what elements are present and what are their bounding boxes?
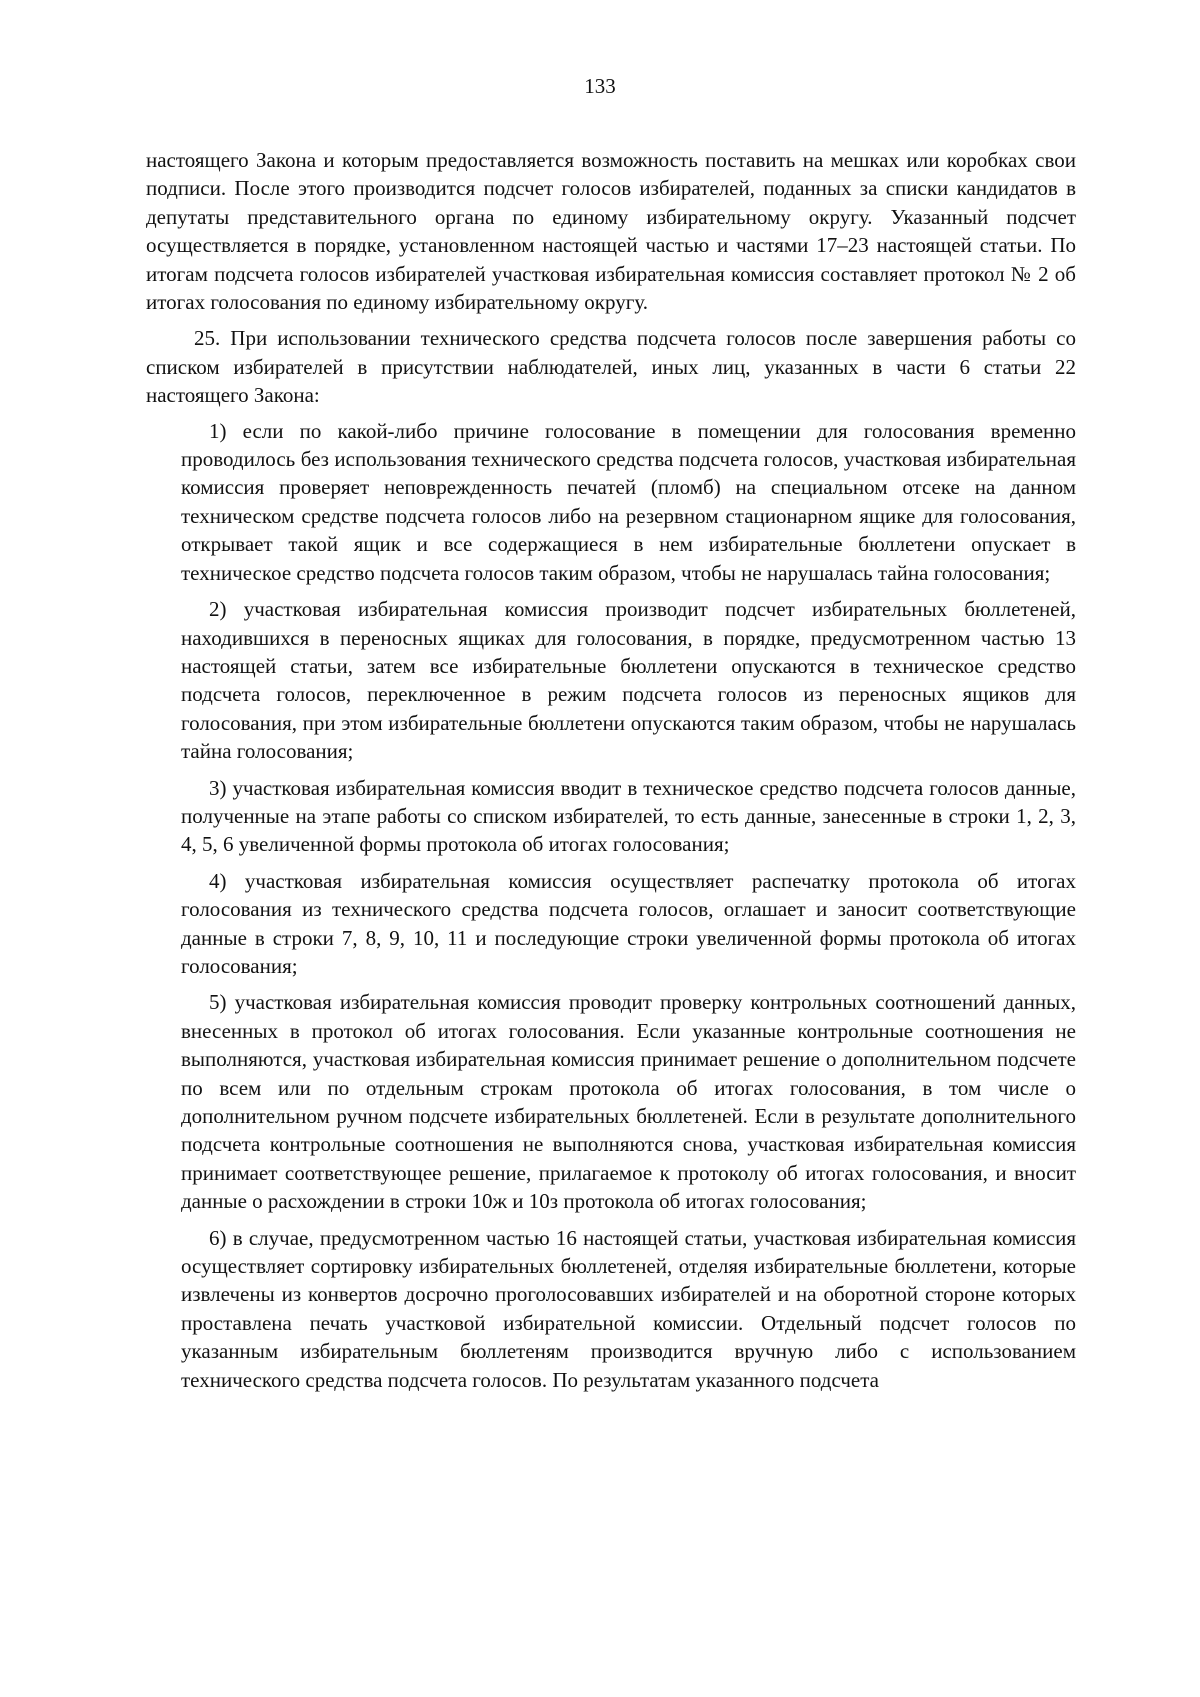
page-number: 133: [584, 74, 616, 98]
list-item-3: 3) участковая избирательная комиссия вводит в техническое средство подсчета голосов данные, полученные на этапе работы со списком избирателей, то есть данные, занесенные в строки 1, 2, 3, 4, 5, 6 увеличенной формы протокола об итогах голосования;: [181, 775, 1076, 857]
paragraph-part-25: 25. При использовании технического средства подсчета голосов после завершения работы со списком избирателей в присутствии наблюдателей, иных лиц, указанных в части 6 статьи 22 настоящего Закона:: [146, 326, 1076, 408]
list-item-1: 1) если по какой-либо причине голосование в помещении для голосования временно проводилось без использования технического средства подсчета голосов, участковая избирательная комиссия проверяет неповрежденность печатей (пломб) на специальном отсеке на данном техническом средстве подсчета голосов либо на резервном стационарном ящике для голосования, открывает такой ящик и все содержащиеся в нем избирательные бюллетени опускает в техническое средство подсчета голосов таким образом, чтобы не нарушалась тайна голосования;: [181, 418, 1076, 585]
paragraph-continuation: настоящего Закона и которым предоставляется возможность поставить на мешках или коробках свои подписи. После этого производится подсчет голосов избирателей, поданных за списки кандидатов в депутаты представительного органа по единому избирательному округу. Указанный подсчет осуществляется в порядке, установленном настоящей частью и частями 17–23 настоящей статьи. По итогам подсчета голосов избирателей участковая избирательная комиссия составляет протокол № 2 об итогах голосования по единому избирательному округу.: [146, 148, 1076, 315]
list-item-6: 6) в случае, предусмотренном частью 16 настоящей статьи, участковая избирательная комиссия осуществляет сортировку избирательных бюллетеней, отделяя избирательные бюллетени, которые извлечены из конвертов досрочно проголосовавших избирателей и на оборотной стороне которых проставлена печать участковой избирательной комиссии. Отдельный подсчет голосов по указанным избирательным бюллетеням производится вручную либо с использованием технического средства подсчета голосов. По результатам указанного подсчета: [181, 1225, 1076, 1392]
body-text: [146, 146, 1076, 1402]
list-item-4: 4) участковая избирательная комиссия осуществляет распечатку протокола об итогах голосования из технического средства подсчета голосов, оглашает и заносит соответствующие данные в строки 7, 8, 9, 10, 11 и последующие строки увеличенной формы протокола об итогах голосования;: [181, 868, 1076, 978]
list-item-2: 2) участковая избирательная комиссия производит подсчет избирательных бюллетеней, находившихся в переносных ящиках для голосования, в порядке, предусмотренном частью 13 настоящей статьи, затем все избирательные бюллетени опускаются в техническое средство подсчета голосов, переключенное в режим подсчета голосов из переносных ящиков для голосования, при этом избирательные бюллетени опускаются таким образом, чтобы не нарушалась тайна голосования;: [181, 597, 1076, 764]
list-item-5: 5) участковая избирательная комиссия проводит проверку контрольных соотношений данных, внесенных в протокол об итогах голосования. Если указанные контрольные соотношения не выполняются, участковая избирательная комиссия принимает решение о дополнительном подсчете по всем или по отдельным строкам протокола об итогах голосования, в том числе о дополнительном ручном подсчете избирательных бюллетеней. Если в результате дополнительного подсчета контрольные соотношения не выполняются снова, участковая избирательная комиссия принимает соответствующее решение, прилагаемое к протоколу об итогах голосования, и вносит данные о расхождении в строки 10ж и 10з протокола об итогах голосования;: [181, 990, 1076, 1214]
